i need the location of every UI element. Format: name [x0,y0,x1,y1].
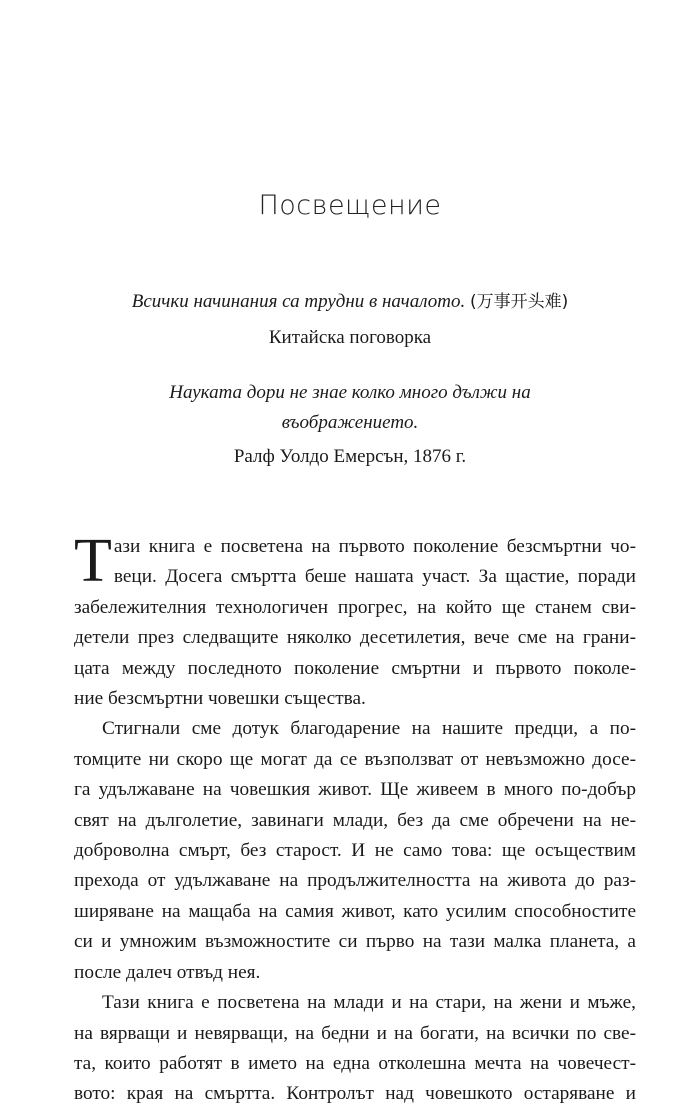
epigraph-2-quote-line-2: въображението. [281,412,419,433]
paragraph-1-line: цата между последното поколение смъртни и първото поколе- [74,657,636,679]
paragraph-2-line: прехода от удължаване на продължителността на живота до раз- [74,870,636,892]
paragraph-3-line: Тази книга е посветена на млади и на стари, на жени и мъже, [102,992,636,1014]
epigraph-1-source: Китайска поговорка [268,327,432,348]
epigraph-1 [0,287,700,353]
body-text [74,527,636,1110]
paragraph-3-line: на вярващи и невярващи, на бедни и на богати, на всички по све- [74,1022,636,1044]
paragraph-1-line: ази книга е посветена на първото поколение безсмъртни чо- [113,536,636,557]
paragraph-1-line: забележителния технологичен прогрес, на който ще станем сви- [74,596,636,618]
paragraph-3-line: вото: края на смъртта. Контролът над човешкото остаряване и [74,1083,636,1105]
epigraph-2-source: Ралф Уолдо Емерсън, 1876 г. [233,446,467,467]
paragraph-1-line: детели през следващите няколко десетилетия, вече сме на грани- [74,627,636,649]
page-title: Посвещение [258,190,442,221]
paragraph-2-line: ширяване на мащаба на самия живот, като усилим способностите [74,900,636,922]
paragraph-1 [74,527,636,714]
paragraph-2-line: си и умножим възможностите си първо на тази малка планета, а [74,931,636,953]
drop-cap: Т [74,527,112,595]
epigraph-1-quote-text: Всички начинания са трудни в началото. [131,291,466,312]
paragraph-1-line: ние безсмъртни човешки същества. [74,688,366,710]
epigraph-2-quote-line-1: Науката дори не знае колко много дължи на [169,382,531,403]
paragraph-3-line: та, които работят в името на една отколешна мечта на човечест- [74,1052,636,1074]
epigraph-2 [0,378,700,472]
epigraph-1-quote-chinese: (万事开头难) [469,292,569,312]
paragraph-2-line: доброволна смърт, без старост. И не само това: ще осъществим [74,840,636,862]
paragraph-2-line: томците ни скоро ще могат да се възползват от невъзможно досе- [74,748,636,770]
epigraph-1-quote [0,287,700,317]
paragraph-2 [74,714,636,988]
paragraph-1-line: веци. Досега смъртта беше нашата участ. За щастие, поради [113,566,636,588]
paragraph-2-line: Стигнали сме дотук благодарение на нашите предци, а по- [102,718,636,740]
paragraph-3 [74,988,636,1110]
paragraph-2-line: свят на дълголетие, завинаги млади, без да сме обречени на не- [74,809,636,831]
paragraph-2-line: га удължаване на човешкия живот. Ще живеем в много по-добър [74,779,636,801]
paragraph-2-line: после далеч отвъд нея. [74,961,261,983]
